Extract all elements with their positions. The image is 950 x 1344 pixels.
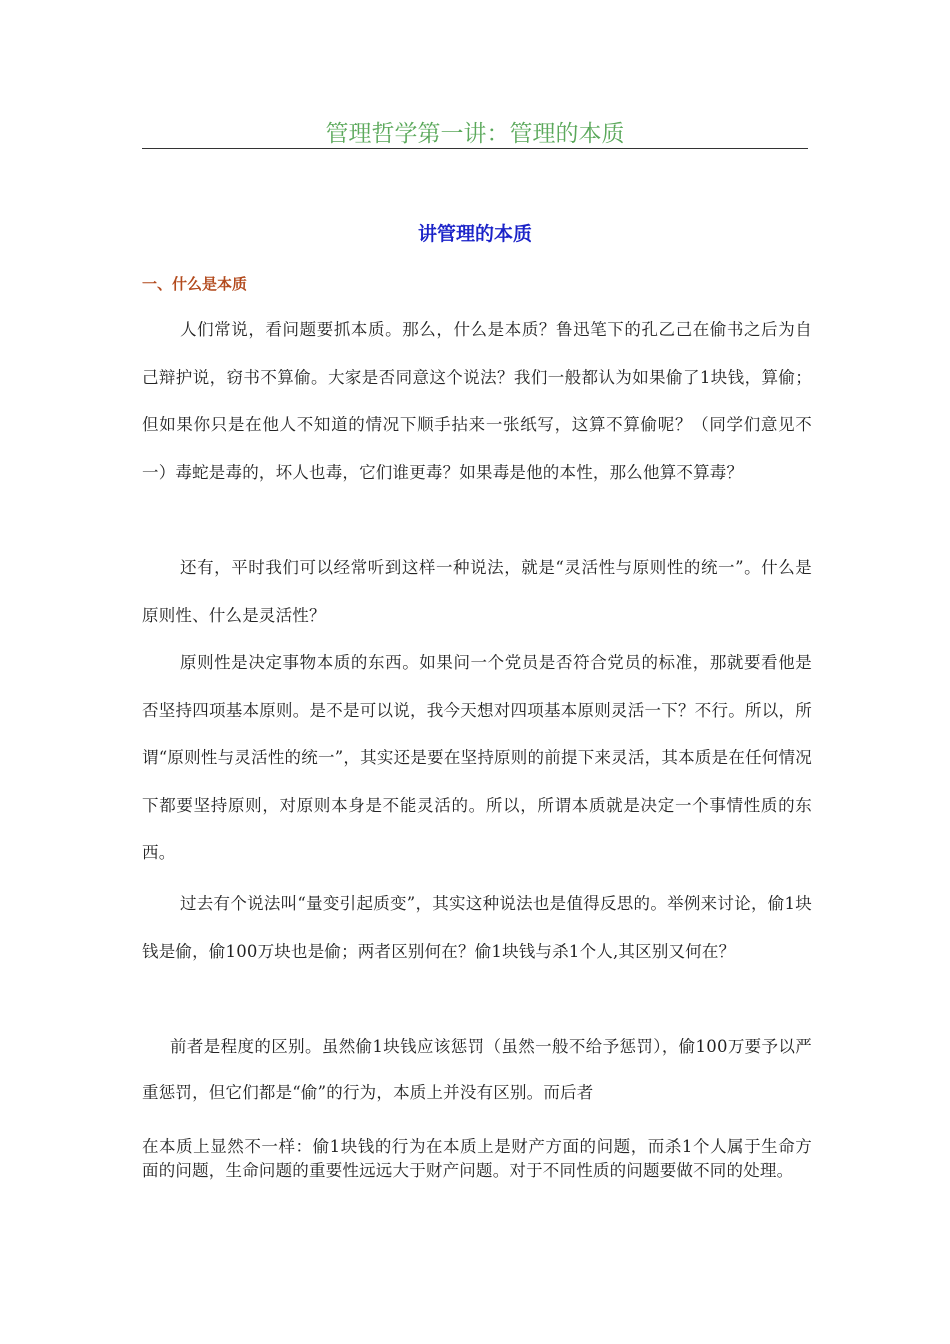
paragraph-3: 原则性是决定事物本质的东西。如果问一个党员是否符合党员的标准，那就要看他是否坚持四项基本原则。是不是可以说，我今天想对四项基本原则灵活一下？不行。所以，所谓“原则性与灵活性的统一”，其实还是要在坚持原则的前提下来灵活，其本质是在任何情况下都要坚持原则，对原则本身是不能灵活的。所以，所谓本质就是决定一个事情性质的东西。 — [142, 653, 812, 862]
title-underline — [142, 148, 808, 149]
paragraph-1: 人们常说，看问题要抓本质。那么，什么是本质？鲁迅笔下的孔乙己在偷书之后为自己辩护说，窃书不算偷。大家是否同意这个说法？我们一般都认为如果偷了1块钱，算偷；但如果你只是在他人不知道的情况下顺手拈来一张纸写，这算不算偷呢？（同学们意见不一）毒蛇是毒的，坏人也毒，它们谁更毒？如果毒是他的本性，那么他算不算毒？ — [142, 320, 812, 482]
paragraph-5: 前者是程度的区别。虽然偷1块钱应该惩罚（虽然一般不给予惩罚），偷100万要予以严重惩罚，但它们都是“偷”的行为，本质上并没有区别。而后者 — [142, 1037, 812, 1102]
paragraph-2: 还有，平时我们可以经常听到这样一种说法，就是“灵活性与原则性的统一”。什么是原则性、什么是灵活性？ — [142, 558, 812, 625]
document-subtitle: 讲管理的本质 — [417, 223, 532, 245]
paragraph-6: 在本质上显然不一样：偷1块钱的行为在本质上是财产方面的问题，而杀1个人属于生命方面的问题，生命问题的重要性远远大于财产问题。对于不同性质的问题要做不同的处理。 — [142, 1137, 812, 1180]
section-heading: 一、什么是本质 — [142, 275, 248, 293]
page-title: 管理哲学第一讲：管理的本质 — [325, 121, 625, 147]
paragraph-4: 过去有个说法叫“量变引起质变”，其实这种说法也是值得反思的。举例来讨论，偷1块钱是偷，偷100万块也是偷；两者区别何在？偷1块钱与杀1个人,其区别又何在？ — [142, 894, 812, 961]
